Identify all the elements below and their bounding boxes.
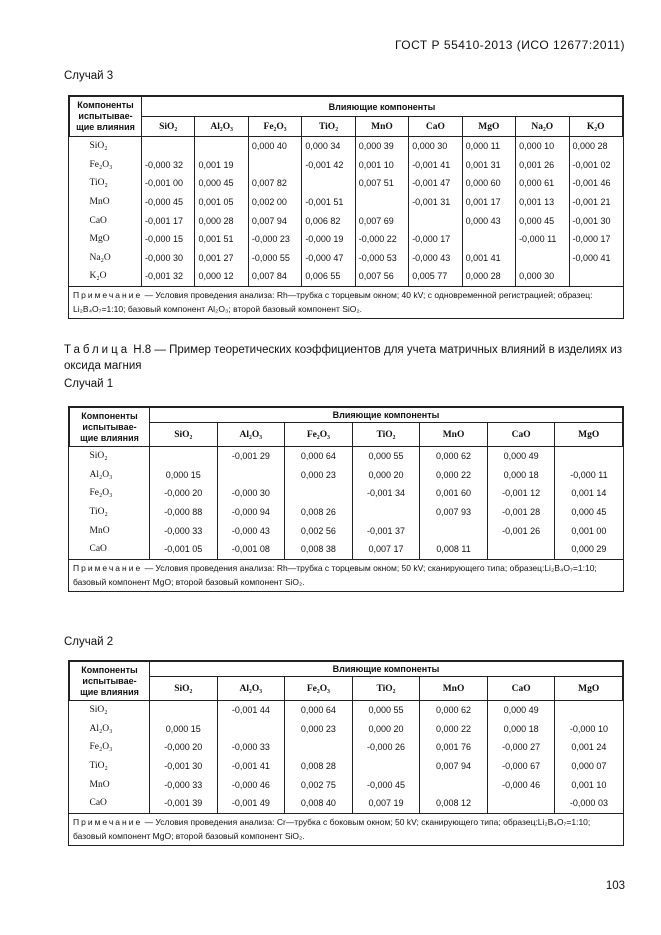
table-cell: -0,001 46 — [572, 178, 611, 189]
table-cell: -0,000 15 — [142, 230, 195, 249]
table-cell — [487, 540, 555, 559]
table-cell: -0,000 11 — [570, 469, 608, 480]
table-cell: 0,000 18 — [487, 720, 555, 739]
table-cell: -0,000 46 — [217, 775, 285, 794]
table-cell: -0,000 33 — [150, 521, 218, 540]
column-headers — [70, 423, 623, 447]
table-cell: -0,000 19 — [302, 230, 355, 249]
table-cell: 0,001 31 — [462, 156, 515, 175]
table-cell: -0,000 17 — [572, 234, 611, 245]
table-cell: -0,000 10 — [569, 723, 608, 734]
column-header: TiO₂ — [352, 423, 420, 447]
row-header: Al₂O₃ — [70, 466, 150, 485]
table-cell: 0,001 51 — [195, 230, 248, 249]
table-cell: 0,000 60 — [462, 174, 515, 193]
column-header: Fe₂O₃ — [285, 677, 353, 701]
table-cell: -0,001 32 — [142, 267, 195, 286]
table-row — [70, 794, 623, 813]
table-cell: 0,000 49 — [487, 701, 555, 720]
table-row — [70, 757, 623, 776]
table-cell — [487, 794, 555, 813]
table-cell: 0,001 19 — [195, 156, 248, 175]
table-cell: -0,000 20 — [150, 484, 218, 503]
group-header: Влияющие компоненты — [150, 662, 623, 677]
column-headers — [70, 677, 623, 701]
table-cell: -0,001 51 — [302, 193, 355, 212]
row-header: Fe₂O₃ — [70, 156, 142, 175]
table-cell: -0,001 17 — [142, 211, 195, 230]
table-cell: 0,006 55 — [302, 267, 355, 286]
row-header: SiO₂ — [70, 137, 142, 156]
table-cell: 0,008 26 — [285, 503, 353, 522]
table-cell: 0,000 45 — [571, 507, 607, 518]
table-cell: 0,001 26 — [516, 156, 569, 175]
table-cell: -0,001 39 — [150, 794, 218, 813]
table-note: Примечание — Условия проведения анализа: Cr—трубка с боковым окном; 50 kV; сканирующего типа; образец:Li₂B₄O₇=1:10; базовый компонент MgO; второй базовый компонент SiO₂. — [69, 813, 623, 845]
table-cell: 0,000 22 — [420, 466, 488, 485]
table-row — [70, 466, 623, 485]
table-row — [70, 701, 623, 720]
table-cell: 0,000 61 — [516, 174, 569, 193]
column-header: CaO — [409, 117, 462, 137]
table-cell: 0,000 29 — [571, 544, 607, 555]
table-cell: 0,000 28 — [195, 211, 248, 230]
table-cell — [142, 137, 195, 156]
table-cell: 0,001 14 — [571, 488, 607, 499]
table-cell: -0,001 30 — [572, 215, 611, 226]
table-cell: 0,000 12 — [195, 267, 248, 286]
table-cell: 0,000 15 — [150, 466, 218, 485]
case3-label: Случай 3 — [64, 70, 114, 82]
table-cell: -0,000 11 — [516, 230, 569, 249]
table-cell: -0,001 28 — [487, 503, 555, 522]
column-header: MnO — [420, 423, 488, 447]
table-row — [70, 447, 623, 466]
table-cell: 0,000 64 — [285, 701, 353, 720]
table-cell: -0,000 33 — [150, 775, 218, 794]
table-row — [70, 738, 623, 757]
table-cell: 0,007 19 — [352, 794, 420, 813]
table-cell: 0,005 77 — [409, 267, 462, 286]
column-header: SiO₂ — [150, 423, 218, 447]
document-header: ГОСТ Р 55410-2013 (ИСО 12677:2011) — [394, 38, 625, 52]
table-cell: -0,000 27 — [487, 738, 555, 757]
table-cell: -0,001 29 — [217, 447, 285, 466]
corner-header: Компоненты испытывае- щие влияния — [70, 662, 150, 701]
table-cell: -0,001 31 — [409, 193, 462, 212]
table-cell: -0,000 17 — [409, 230, 462, 249]
table-cell: 0,000 40 — [248, 137, 301, 156]
table-cell: -0,001 02 — [572, 159, 611, 170]
table-cell: -0,000 45 — [352, 775, 420, 794]
table-cell: -0,001 49 — [217, 794, 285, 813]
table-cell: 0,000 62 — [420, 447, 488, 466]
table-cell: -0,000 43 — [409, 249, 462, 268]
table-cell: 0,000 28 — [572, 141, 608, 152]
table-cell — [516, 249, 569, 268]
row-header: CaO — [70, 794, 150, 813]
table-cell: 0,000 62 — [420, 701, 488, 720]
table-cell — [555, 447, 623, 466]
table-cell: 0,007 69 — [355, 211, 408, 230]
table-row — [70, 521, 623, 540]
table-cell: 0,000 28 — [462, 267, 515, 286]
table-cell: 0,001 00 — [571, 525, 607, 536]
table-cell: -0,000 47 — [302, 249, 355, 268]
corner-header: Компоненты испытывае- щие влияния — [70, 97, 142, 137]
table-cell: 0,001 60 — [420, 484, 488, 503]
table-cell: -0,000 67 — [487, 757, 555, 776]
table-cell: 0,001 10 — [355, 156, 408, 175]
table-cell: 0,001 05 — [195, 193, 248, 212]
table-cell — [285, 738, 353, 757]
table-row — [70, 540, 623, 559]
table-cell: 0,000 07 — [571, 761, 607, 772]
table-cell: 0,000 18 — [487, 466, 555, 485]
table-body — [70, 701, 623, 813]
table-cell: 0,001 76 — [420, 738, 488, 757]
table-cell: 0,007 84 — [248, 267, 301, 286]
row-header: SiO₂ — [70, 447, 150, 466]
table-row — [70, 267, 623, 286]
column-header: MnO — [420, 677, 488, 701]
table-cell: -0,001 26 — [487, 521, 555, 540]
table-row — [70, 775, 623, 794]
row-header: Fe₂O₃ — [70, 484, 150, 503]
table-row — [70, 484, 623, 503]
table-cell: 0,000 30 — [409, 137, 462, 156]
table-cell: 0,002 00 — [248, 193, 301, 212]
table-cell: 0,008 12 — [420, 794, 488, 813]
table-cell: 0,008 11 — [420, 540, 488, 559]
table-cell — [217, 466, 285, 485]
table-cell: -0,000 03 — [569, 798, 608, 809]
table-cell: -0,001 37 — [352, 521, 420, 540]
table-cell: 0,001 41 — [462, 249, 515, 268]
column-header: CaO — [487, 423, 555, 447]
column-header: Al₂O₃ — [217, 423, 285, 447]
table-cell: 0,001 24 — [571, 742, 607, 753]
table-cell: -0,001 30 — [150, 757, 218, 776]
table-case1 — [68, 406, 624, 592]
table-cell: 0,007 82 — [248, 174, 301, 193]
table-cell: 0,000 39 — [355, 137, 408, 156]
table-row — [70, 156, 623, 175]
row-header: Fe₂O₃ — [70, 738, 150, 757]
table-cell: 0,002 56 — [285, 521, 353, 540]
group-header: Влияющие компоненты — [142, 97, 623, 117]
table-cell: 0,007 56 — [355, 267, 408, 286]
table-cell — [409, 211, 462, 230]
table-cell: -0,001 21 — [572, 197, 611, 208]
table-body — [70, 447, 623, 559]
table-cell: 0,000 43 — [462, 211, 515, 230]
column-header: MgO — [462, 117, 515, 137]
table-cell: -0,000 45 — [142, 193, 195, 212]
table-cell: -0,001 41 — [409, 156, 462, 175]
table-row — [70, 211, 623, 230]
column-header: TiO₂ — [352, 677, 420, 701]
table-cell: -0,000 26 — [352, 738, 420, 757]
table-cell: -0,000 41 — [572, 252, 611, 263]
row-header: MnO — [70, 775, 150, 794]
column-header: MgO — [555, 677, 623, 701]
table-row — [70, 720, 623, 739]
table-case3 — [68, 95, 624, 319]
column-header: Na₂O — [516, 117, 569, 137]
table-cell: -0,000 23 — [248, 230, 301, 249]
table-cell — [569, 267, 623, 286]
table-cell: 0,000 55 — [352, 701, 420, 720]
table-cell — [355, 193, 408, 212]
table-cell: 0,000 15 — [150, 720, 218, 739]
column-header: K₂O — [569, 117, 623, 137]
table-cell: -0,000 88 — [150, 503, 218, 522]
table-cell: 0,007 51 — [355, 174, 408, 193]
row-header: K₂O — [70, 267, 142, 286]
table-body — [70, 137, 623, 286]
table-cell — [195, 137, 248, 156]
table-cell: 0,000 10 — [516, 137, 569, 156]
table-cell: -0,001 00 — [142, 174, 195, 193]
table-cell: 0,001 27 — [195, 249, 248, 268]
table-cell: 0,000 20 — [352, 720, 420, 739]
corner-header: Компоненты испытывае- щие влияния — [70, 408, 150, 447]
table-cell: 0,000 11 — [462, 137, 515, 156]
row-header: Al₂O₃ — [70, 720, 150, 739]
table-cell: 0,007 93 — [420, 503, 488, 522]
table-cell — [352, 757, 420, 776]
table-cell — [248, 156, 301, 175]
table-cell: 0,000 34 — [302, 137, 355, 156]
table-cell: 0,000 45 — [516, 211, 569, 230]
table-row — [70, 137, 623, 156]
table-case2 — [68, 660, 624, 846]
table-cell: -0,000 46 — [487, 775, 555, 794]
table-cell: -0,001 05 — [150, 540, 218, 559]
table-cell: 0,000 45 — [195, 174, 248, 193]
table-cell: -0,000 22 — [355, 230, 408, 249]
table-cell: 0,007 94 — [248, 211, 301, 230]
row-header: TiO₂ — [70, 174, 142, 193]
table-row — [70, 230, 623, 249]
table-cell — [352, 503, 420, 522]
case2-label: Случай 2 — [64, 636, 114, 648]
table-cell: -0,000 94 — [217, 503, 285, 522]
table-cell: 0,008 38 — [285, 540, 353, 559]
table-cell: -0,001 34 — [352, 484, 420, 503]
table-cell: -0,000 43 — [217, 521, 285, 540]
column-header: Al₂O₃ — [195, 117, 248, 137]
row-header: TiO₂ — [70, 503, 150, 522]
table-cell: -0,001 41 — [217, 757, 285, 776]
column-header: SiO₂ — [150, 677, 218, 701]
table-cell: -0,000 32 — [142, 156, 195, 175]
row-header: SiO₂ — [70, 701, 150, 720]
table-cell: 0,007 17 — [352, 540, 420, 559]
table-cell: -0,000 55 — [248, 249, 301, 268]
table-cell: 0,001 10 — [571, 779, 607, 790]
table-cell: 0,000 55 — [352, 447, 420, 466]
table-cell: 0,007 94 — [420, 757, 488, 776]
column-header: MnO — [355, 117, 408, 137]
table-cell: 0,000 22 — [420, 720, 488, 739]
table-cell: -0,001 47 — [409, 174, 462, 193]
table-cell: 0,000 49 — [487, 447, 555, 466]
page-number: 103 — [605, 880, 625, 892]
column-header: Fe₂O₃ — [248, 117, 301, 137]
column-header: TiO₂ — [302, 117, 355, 137]
row-header: CaO — [70, 540, 150, 559]
table-cell: -0,000 33 — [217, 738, 285, 757]
table-cell: -0,001 42 — [302, 156, 355, 175]
table-cell: 0,008 28 — [285, 757, 353, 776]
table-cell — [150, 447, 218, 466]
case1-label: Случай 1 — [64, 378, 114, 390]
group-header: Влияющие компоненты — [150, 408, 623, 423]
table-cell: 0,006 82 — [302, 211, 355, 230]
table-cell: 0,000 64 — [285, 447, 353, 466]
column-headers — [70, 117, 623, 137]
table-row — [70, 503, 623, 522]
table-cell: 0,000 23 — [285, 720, 353, 739]
table-cell: -0,001 08 — [217, 540, 285, 559]
table-row — [70, 174, 623, 193]
table-cell — [555, 701, 623, 720]
table-cell — [462, 230, 515, 249]
table-cell — [302, 174, 355, 193]
table-note: Примечание — Условия проведения анализа: Rh—трубка с торцевым окном; 50 kV; сканирующего типа; образец:Li₂B₄O₇=1:10; базовый компонент MgO; второй базовый компонент SiO₂. — [69, 559, 623, 591]
table-cell — [285, 484, 353, 503]
table-cell: 0,008 40 — [285, 794, 353, 813]
table-cell: -0,001 44 — [217, 701, 285, 720]
table-cell: -0,000 30 — [217, 484, 285, 503]
table-caption: Таблица Н.8 — Пример теоретических коэффициентов для учета матричных влияний в изделиях из оксида магния — [64, 344, 623, 372]
row-header: MnO — [70, 193, 142, 212]
table-cell: -0,000 20 — [150, 738, 218, 757]
table-row — [70, 193, 623, 212]
column-header: CaO — [487, 677, 555, 701]
table-cell — [420, 521, 488, 540]
table-cell: -0,000 53 — [355, 249, 408, 268]
table-cell: 0,002 75 — [285, 775, 353, 794]
row-header: MnO — [70, 521, 150, 540]
table-cell: 0,001 17 — [462, 193, 515, 212]
column-header: MgO — [555, 423, 623, 447]
row-header: CaO — [70, 211, 142, 230]
table-note: Примечание — Условия проведения анализа: Rh—трубка с торцевым окном; 40 kV; с одновременной регистрацией; образец: Li₂B₄O₇=1:10; базовый компонент Al₂O₃; второй базовый компонент SiO₂. — [69, 286, 623, 318]
column-header: Fe₂O₃ — [285, 423, 353, 447]
table-cell: 0,000 30 — [516, 267, 569, 286]
table-row — [70, 249, 623, 268]
table-cell: -0,000 30 — [142, 249, 195, 268]
table-cell — [217, 720, 285, 739]
table-cell: 0,001 13 — [516, 193, 569, 212]
row-header: MgO — [70, 230, 142, 249]
table-cell — [420, 775, 488, 794]
column-header: SiO₂ — [142, 117, 195, 137]
table-cell: 0,000 20 — [352, 466, 420, 485]
table-cell: -0,001 12 — [487, 484, 555, 503]
row-header: Na₂O — [70, 249, 142, 268]
table-cell: 0,000 23 — [285, 466, 353, 485]
table-cell — [150, 701, 218, 720]
row-header: TiO₂ — [70, 757, 150, 776]
column-header: Al₂O₃ — [217, 677, 285, 701]
